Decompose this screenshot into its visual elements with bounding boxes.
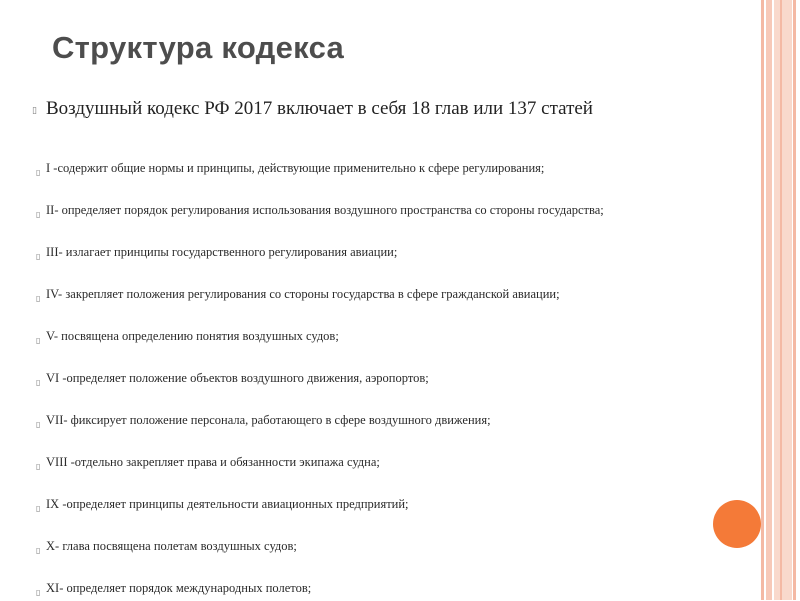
list-item-text: VII- фиксирует положение персонала, работающего в сфере воздушного движения; [46,413,491,427]
bullet-icon: ▯ [36,588,41,597]
list-item [36,454,676,475]
bullet-icon: ▯ [36,420,41,429]
decorative-stripe [780,0,782,600]
bullet-icon: ▯ [36,504,41,513]
decorative-stripe [766,0,772,600]
bullet-icon: ▯ [36,336,41,345]
list-item-text: VIII -отдельно закрепляет права и обязанности экипажа судна; [46,455,380,469]
list-item [36,496,676,517]
list-item-text: I -содержит общие нормы и принципы, действующие применительно к сфере регулирования; [46,161,545,175]
decorative-stripe [761,0,764,600]
intro-paragraph [32,98,742,120]
list-item [36,160,676,181]
slide-title: Структура кодекса [52,30,345,65]
bullet-icon: ▯ [36,210,41,219]
decorative-stripe [793,0,796,600]
list-item-text: XI- определяет порядок международных полетов; [46,581,312,595]
list-item [36,244,676,265]
chapter-list [36,160,676,601]
decorative-circle [713,500,761,548]
intro-text: Воздушный кодекс РФ 2017 включает в себя 18 глав или 137 статей [46,98,593,119]
list-item [36,370,676,391]
list-item-text: IX -определяет принципы деятельности авиационных предприятий; [46,497,409,511]
list-item-text: II- определяет порядок регулирования использования воздушного пространства со стороны государства; [46,203,604,217]
bullet-icon: ▯ [36,546,41,555]
bullet-icon: ▯ [36,294,41,303]
decorative-stripe [774,0,792,600]
list-item-text: V- посвящена определению понятия воздушных судов; [46,329,339,343]
list-item-text: III- излагает принципы государственного регулирования авиации; [46,245,398,259]
list-item [36,202,676,223]
bullet-icon: ▯ [36,168,41,177]
list-item [36,412,676,433]
list-item [36,580,676,601]
bullet-icon: ▯ [36,378,41,387]
bullet-icon: ▯ [36,462,41,471]
list-item [36,286,676,307]
list-item [36,538,676,559]
list-item-text: X- глава посвящена полетам воздушных судов; [46,539,297,553]
bullet-icon: ▯ [36,252,41,261]
list-item-text: VI -определяет положение объектов воздушного движения, аэропортов; [46,371,429,385]
list-item [36,328,676,349]
list-item-text: IV- закрепляет положения регулирования со стороны государства в сфере гражданской авиации; [46,287,560,301]
bullet-icon: ▯ [32,105,37,115]
